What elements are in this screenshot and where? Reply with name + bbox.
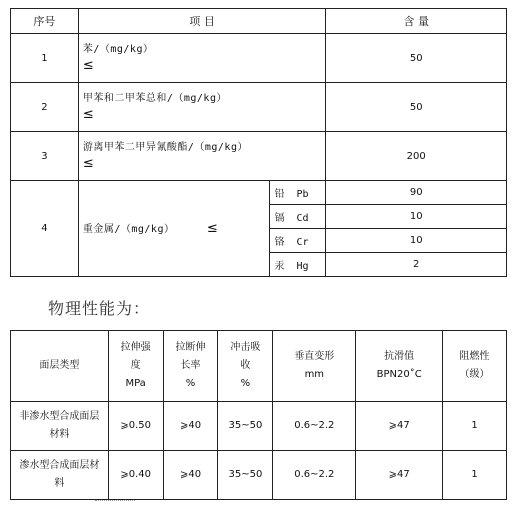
cell-tensile: ⩾0.50 — [108, 402, 163, 451]
header-impact: 冲击吸 收 % — [218, 331, 273, 402]
cell-elongation: ⩾40 — [163, 451, 218, 500]
row-surface-type: 非渗水型合成面层 材料 — [11, 402, 109, 451]
cell-slip: ⩾47 — [356, 451, 443, 500]
le-symbol: ≤ — [82, 107, 94, 122]
cell-slip: ⩾47 — [356, 402, 443, 451]
cell-vertical: 0.6~2.2 — [273, 402, 356, 451]
table-header-row — [11, 9, 507, 34]
section-heading: 物理性能为： — [48, 299, 151, 318]
physical-properties-table — [10, 330, 507, 500]
header-vertical: 垂直变形 mm — [273, 331, 356, 402]
cell-impact: 35~50 — [218, 402, 273, 451]
cell-elongation: ⩾40 — [163, 402, 218, 451]
header-no: 序号 — [11, 9, 79, 34]
item-label: 重金属/（mg/kg） — [82, 223, 175, 235]
header-slip: 抗滑值 BPN20˚C — [356, 331, 443, 402]
table-row — [11, 132, 507, 181]
header-tensile: 拉伸强 度 MPa — [108, 331, 163, 402]
cell-vertical: 0.6~2.2 — [273, 451, 356, 500]
metal-value: 2 — [326, 253, 507, 277]
row-item — [78, 132, 326, 181]
row-value: 50 — [326, 83, 507, 132]
item-label: 游离甲苯二甲异氰酸酯/（mg/kg） — [82, 142, 248, 153]
cell-fire: 1 — [443, 402, 507, 451]
row-no: 4 — [11, 181, 79, 277]
le-symbol: ≤ — [82, 156, 94, 171]
table-header-row — [11, 331, 507, 402]
metal-value: 10 — [326, 205, 507, 229]
cell-tensile: ⩾0.40 — [108, 451, 163, 500]
page-edge-mark — [95, 500, 135, 504]
row-no: 2 — [11, 83, 79, 132]
table-row — [11, 402, 507, 451]
row-item — [78, 83, 326, 132]
row-value: 50 — [326, 34, 507, 83]
header-fire: 阻燃性 （级） — [443, 331, 507, 402]
cell-fire: 1 — [443, 451, 507, 500]
item-label: 苯/（mg/kg） — [82, 44, 154, 55]
metal-mercury: 汞 Hg — [270, 253, 326, 277]
heavy-metal-item — [78, 181, 270, 277]
metal-cadmium: 镉 Cd — [270, 205, 326, 229]
header-surface-type: 面层类型 — [11, 331, 109, 402]
header-item: 项 目 — [78, 9, 326, 34]
harmful-substances-table — [10, 8, 507, 277]
row-surface-type: 渗水型合成面层材 料 — [11, 451, 109, 500]
cell-impact: 35~50 — [218, 451, 273, 500]
row-no: 3 — [11, 132, 79, 181]
header-content: 含 量 — [326, 9, 507, 34]
metal-value: 90 — [326, 181, 507, 205]
table-row — [11, 181, 507, 205]
le-symbol: ≤ — [82, 58, 94, 73]
row-value: 200 — [326, 132, 507, 181]
row-no: 1 — [11, 34, 79, 83]
table-row — [11, 83, 507, 132]
metal-value: 10 — [326, 229, 507, 253]
table-row — [11, 451, 507, 500]
metal-chromium: 铬 Cr — [270, 229, 326, 253]
metal-lead: 铅 Pb — [270, 181, 326, 205]
row-item — [78, 34, 326, 83]
table-row — [11, 34, 507, 83]
header-elongation: 拉断伸 长率 % — [163, 331, 218, 402]
le-symbol: ≤ — [206, 220, 218, 236]
item-label: 甲苯和二甲苯总和/（mg/kg） — [82, 93, 227, 104]
